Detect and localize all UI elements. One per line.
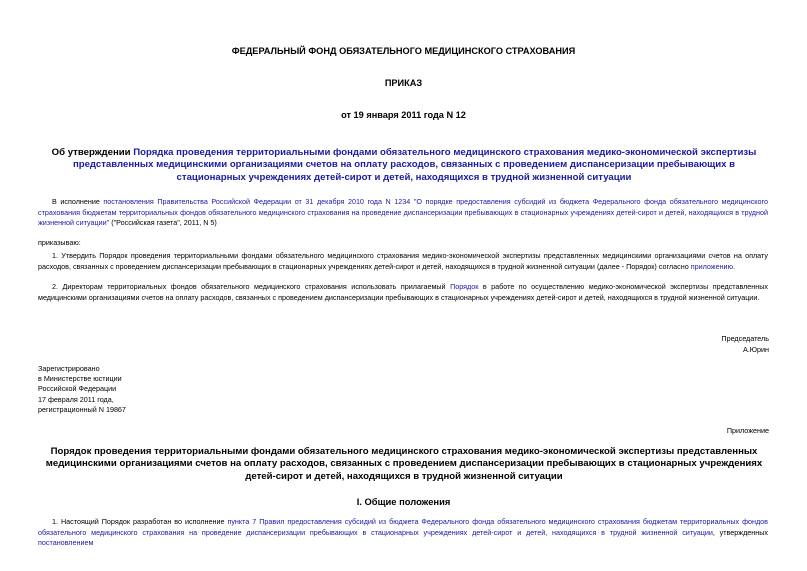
appendix-link[interactable]: приложению xyxy=(690,261,733,271)
item-1 xyxy=(38,251,768,272)
resolution-link-2[interactable]: постановлением xyxy=(38,538,94,548)
registration-line: Зарегистрировано xyxy=(38,364,100,373)
preamble-post: ("Российская газета", 2011, N 5) xyxy=(109,218,217,228)
section-1-title: I. Общие положения xyxy=(356,496,451,507)
registration-line: 17 февраля 2011 года, xyxy=(38,394,114,404)
doc-date-number: от 19 января 2011 года N 12 xyxy=(341,110,466,120)
rules-link[interactable]: пункта 7 Правил предоставления субсидий из бюджета Федерального фонда обязательного медицинского страхования бюджетам территориальных фондов обязательного медицинского страхования на проведение диспансеризации пребывающих в стационарных учреждениях детей-сирот и детей, находящихся в трудной жизненной ситуации xyxy=(38,517,768,537)
appendix-title: Порядок проведения территориальными фондами обязательного медицинского страхования медико-экономической экспертизы представленных медицинскими организациями счетов на оплату расходов, связанных с проведением диспансеризации пребывающих в стационарных учреждениях детей-сирот и детей, находящихся в трудной жизненной ситуации xyxy=(45,446,763,482)
preamble xyxy=(38,197,768,229)
procedure-link[interactable]: Порядок xyxy=(450,282,479,291)
signature-name: А.Юрин xyxy=(742,345,769,355)
signature xyxy=(721,333,769,356)
document-title xyxy=(38,147,770,184)
registration-line: Российской Федерации xyxy=(38,384,117,394)
resolution-link[interactable]: постановления Правительства Российской Федерации от 31 декабря 2010 года N 1234 "О порядке предоставления субсидий из бюджета Федерального фонда обязательного медицинского страхования бюджетам территориальных фондов обязательного медицинского страхования на проведение диспансеризации пребывающих в стационарных учреждениях детей-сирот и детей, находящихся в трудной жизненной ситуации" xyxy=(38,197,768,228)
item-2-pre: 2. Директорам территориальных фондов обязательного медицинского страхования использовать прилагаемый xyxy=(52,282,451,291)
registration-line: регистрационный N 19867 xyxy=(38,404,126,414)
item-1-end: . xyxy=(732,261,735,271)
preamble-pre: В исполнение xyxy=(52,197,104,206)
title-prefix: Об утверждении xyxy=(51,147,134,158)
doc-type: ПРИКАЗ xyxy=(384,78,423,88)
signature-position: Председатель xyxy=(721,334,769,343)
section-1-p1-pre: 1. Настоящий Порядок разработан во исполнение xyxy=(52,517,228,526)
appendix-label: Приложение xyxy=(726,426,769,435)
section-1-p1-post: , утвержденных xyxy=(712,527,768,537)
registration-block xyxy=(38,364,126,415)
item-1-text: 1. Утвердить Порядок проведения территориальными фондами обязательного медицинского страхования медико-экономической экспертизы представленных медицинскими организациями счетов на оплату расходов, связанных с проведением диспансеризации пребывающих в стационарных учреждениях детей-сирот и детей, находящихся в трудной жизненной ситуации (далее - Порядок) согласно xyxy=(38,251,768,271)
order-word: приказываю: xyxy=(38,238,81,247)
item-2 xyxy=(38,282,768,303)
registration-line: в Министерстве юстиции xyxy=(38,374,122,384)
section-1-paragraph-1 xyxy=(38,517,768,549)
title-link[interactable]: Порядка проведения территориальными фондами обязательного медицинского страхования медико-экономической экспертизы представленных медицинскими организациями счетов на оплату расходов, связанных с проведением диспансеризации пребывающих в стационарных учреждениях детей-сирот и детей, находящихся в трудной жизненной ситуации xyxy=(72,147,757,183)
org-name: ФЕДЕРАЛЬНЫЙ ФОНД ОБЯЗАТЕЛЬНОГО МЕДИЦИНСКОГО СТРАХОВАНИЯ xyxy=(231,46,576,56)
item-2-post: в работе по осуществлению медико-экономической экспертизы представленных медицинскими организациями счетов на оплату расходов, связанных с проведением диспансеризации пребывающих в стационарных учреждениях детей-сирот и детей, находящихся в трудной жизненной ситуации. xyxy=(38,282,768,302)
